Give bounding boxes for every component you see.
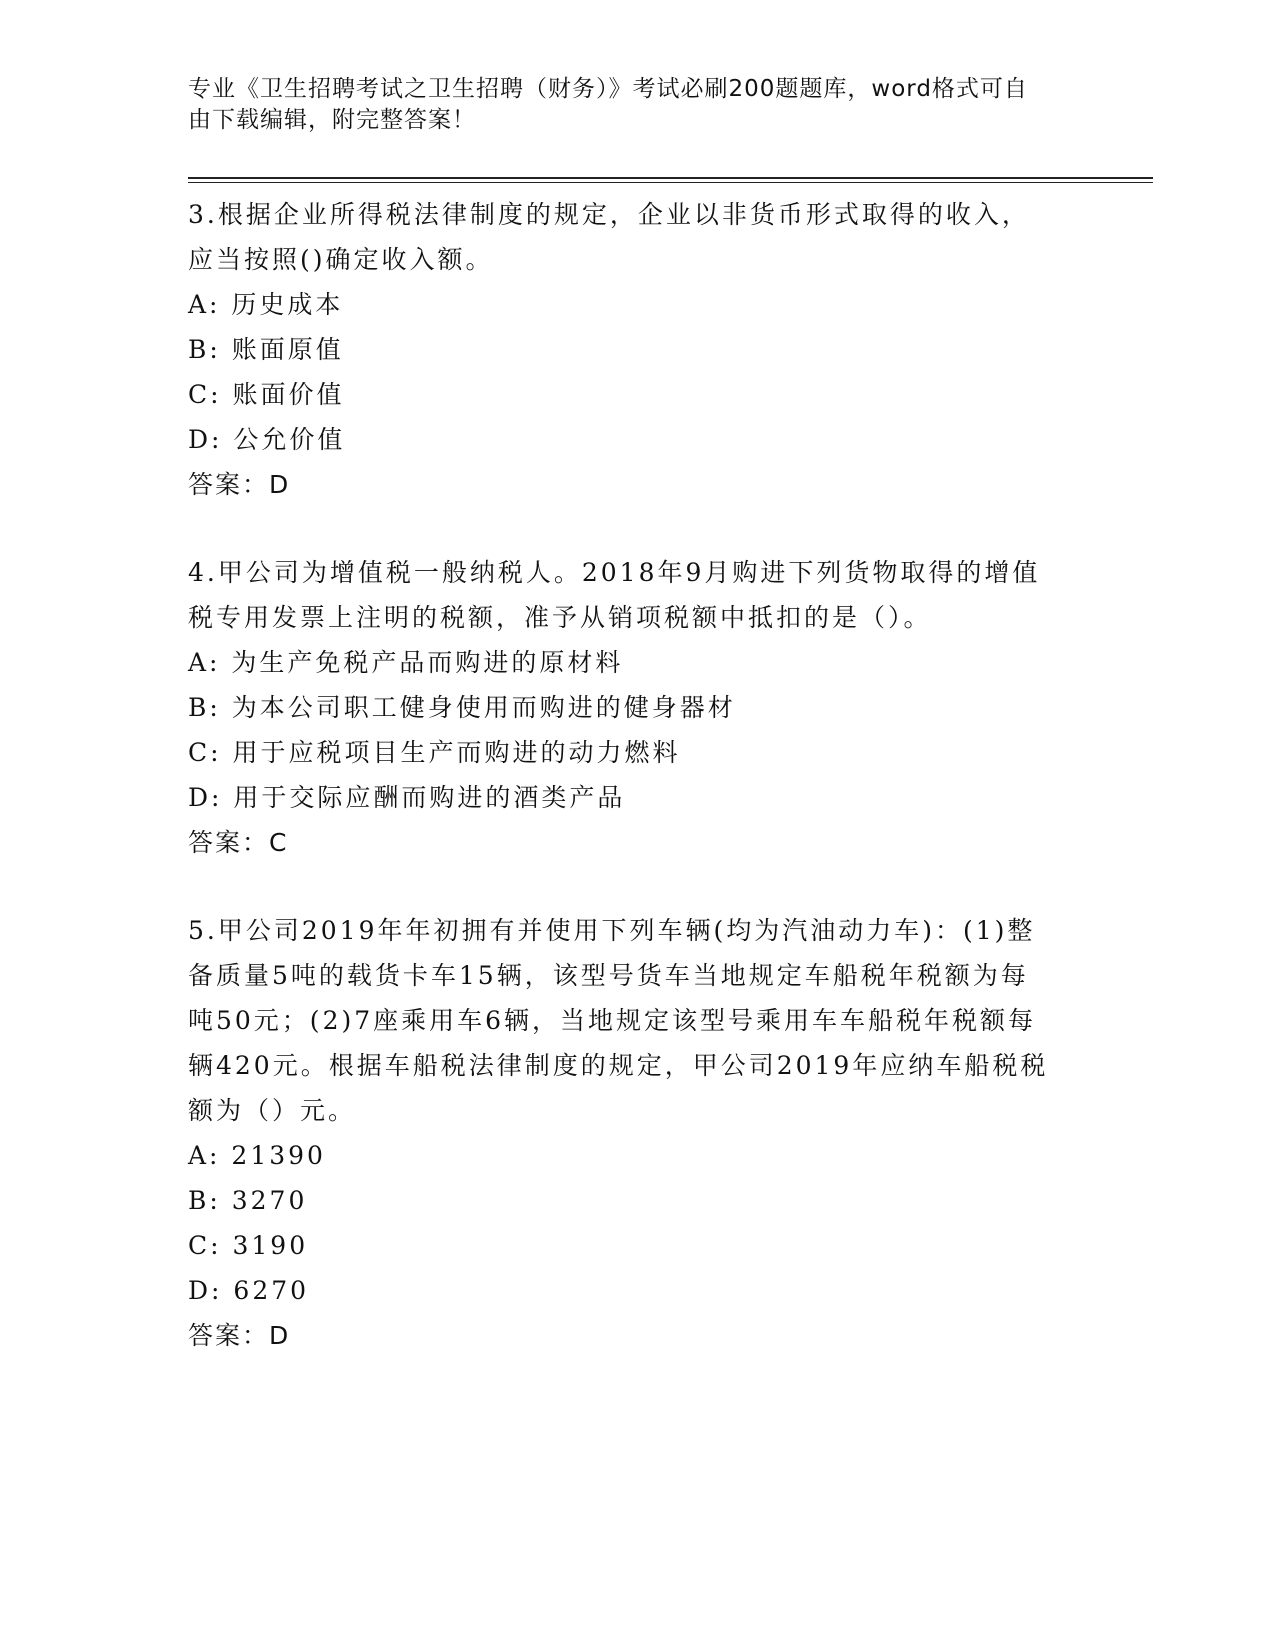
option-d: D: 公允价值 [188,425,346,454]
answer-line: 答案：D [188,1321,291,1350]
question-3 [188,192,1088,507]
header-line-1: 专业《卫生招聘考试之卫生招聘（财务）》考试必刷200题题库，word格式可自 [188,76,1028,102]
option-a: A: 21390 [188,1141,326,1170]
option-c: C: 账面价值 [188,380,345,409]
question-4 [188,550,1088,865]
question-stem-line: 税专用发票上注明的税额，准予从销项税额中抵扣的是（）。 [188,603,932,632]
question-stem-line: 吨50元；(2)7座乘用车6辆，当地规定该型号乘用车车船税年税额每 [188,1006,1037,1035]
document-header [188,74,1068,136]
option-b: B: 为本公司职工健身使用而购进的健身器材 [188,693,736,722]
option-a: A: 历史成本 [188,290,344,319]
header-line-2: 由下载编辑，附完整答案！ [188,107,476,133]
header-divider-thick [188,177,1153,179]
question-5 [188,908,1088,1358]
option-b: B: 3270 [188,1186,308,1215]
question-list [188,192,1088,1401]
question-stem-line: 辆420元。根据车船税法律制度的规定，甲公司2019年应纳车船税税 [188,1051,1049,1080]
option-b: B: 账面原值 [188,335,344,364]
question-stem-line: 5.甲公司2019年年初拥有并使用下列车辆(均为汽油动力车)：(1)整 [188,916,1036,945]
option-c: C: 3190 [188,1231,309,1260]
question-stem-line: 4.甲公司为增值税一般纳税人。2018年9月购进下列货物取得的增值 [188,558,1041,587]
option-d: D: 6270 [188,1276,310,1305]
question-stem-line: 应当按照()确定收入额。 [188,245,494,274]
question-stem-line: 3.根据企业所得税法律制度的规定，企业以非货币形式取得的收入， [188,200,1030,229]
option-d: D: 用于交际应酬而购进的酒类产品 [188,783,626,812]
header-divider-thin [188,182,1153,183]
answer-line: 答案：D [188,470,291,499]
answer-line: 答案：C [188,828,289,857]
question-stem-line: 备质量5吨的载货卡车15辆，该型号货车当地规定车船税年税额为每 [188,961,1029,990]
option-a: A: 为生产免税产品而购进的原材料 [188,648,624,677]
option-c: C: 用于应税项目生产而购进的动力燃料 [188,738,681,767]
question-stem-line: 额为（）元。 [188,1096,357,1125]
